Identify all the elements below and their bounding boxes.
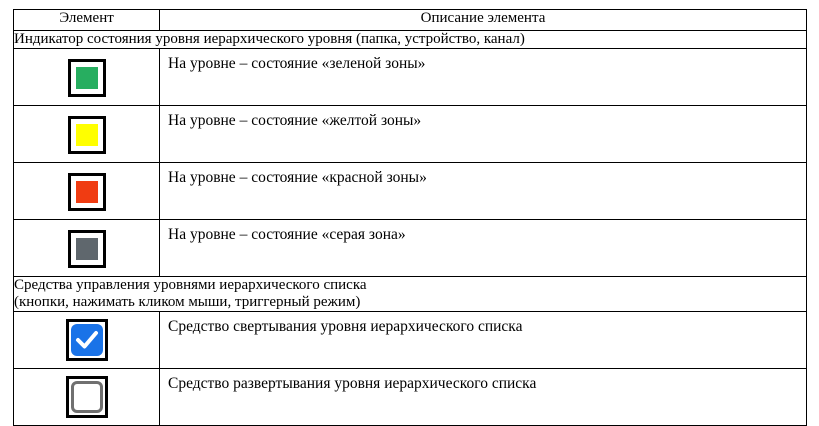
header-description: Описание элемента [160, 10, 807, 31]
yellow-square-icon [68, 116, 106, 154]
row-description: На уровне – состояние «зеленой зоны» [160, 49, 807, 106]
table-row [14, 220, 807, 277]
table-header-row [14, 10, 807, 31]
element-description-table [13, 9, 807, 426]
header-element: Элемент [14, 10, 160, 31]
gray-square-icon [68, 230, 106, 268]
red-square-icon [68, 173, 106, 211]
table-row [14, 106, 807, 163]
table-row [14, 312, 807, 369]
row-description: На уровне – состояние «серая зона» [160, 220, 807, 277]
row-description: Средство развертывания уровня иерархического списка [160, 369, 807, 426]
row-description: На уровне – состояние «желтой зоны» [160, 106, 807, 163]
table-row [14, 49, 807, 106]
section-title-row [14, 31, 807, 49]
section-title-controls: Средства управления уровнями иерархического списка (кнопки, нажимать кликом мыши, триггерный режим) [14, 277, 807, 312]
checked-checkbox-icon[interactable] [66, 319, 108, 361]
table-row [14, 163, 807, 220]
row-description: Средство свертывания уровня иерархического списка [160, 312, 807, 369]
section-title-status-indicator: Индикатор состояния уровня иерархического уровня (папка, устройство, канал) [14, 31, 807, 49]
green-square-icon [68, 59, 106, 97]
row-description: На уровне – состояние «красной зоны» [160, 163, 807, 220]
table-row [14, 369, 807, 426]
section-title-row [14, 277, 807, 312]
unchecked-checkbox-icon[interactable] [66, 376, 108, 418]
